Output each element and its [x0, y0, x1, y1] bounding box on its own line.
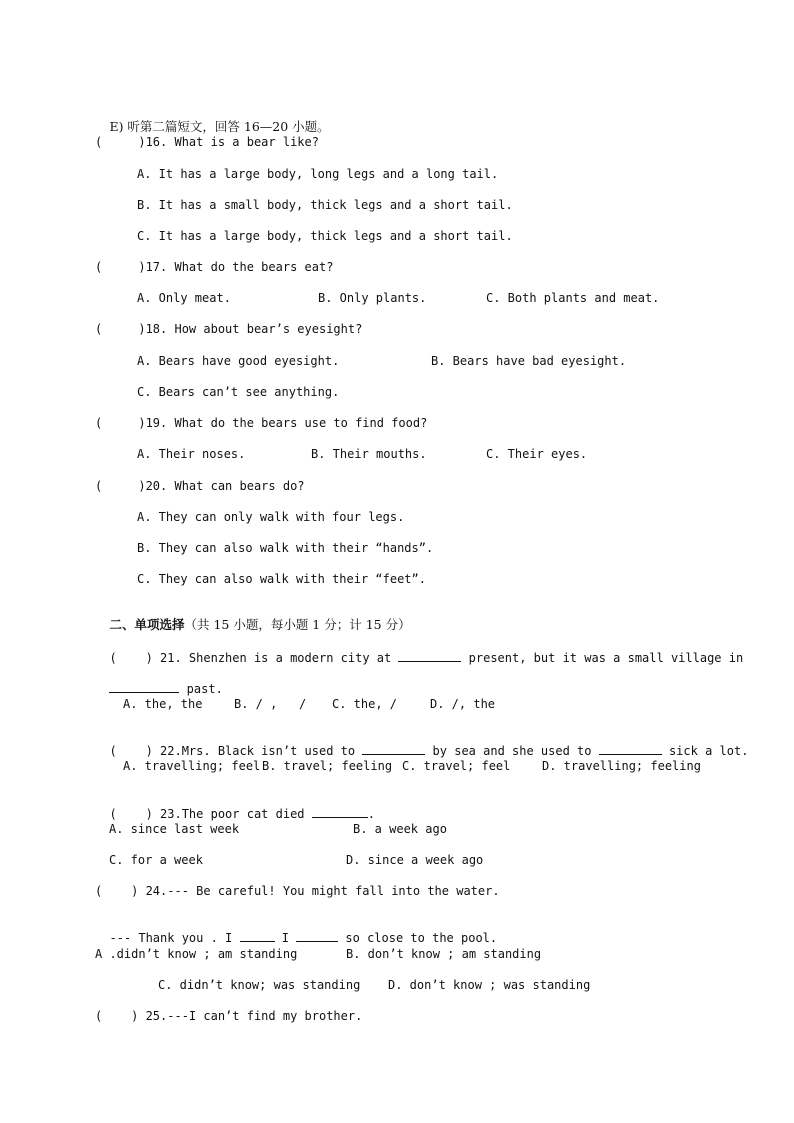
q19-option-c: C. Their eyes. — [486, 447, 588, 461]
q22-option-a: A. travelling; feel — [123, 759, 261, 773]
section-two-title: 二、单项选择 — [109, 617, 185, 632]
q22-blank-2 — [599, 743, 662, 755]
q21-option-d: D. /, the — [430, 697, 496, 711]
q17-option-a: A. Only meat. — [137, 291, 231, 305]
q18-option-c: C. Bears can’t see anything. — [137, 385, 340, 399]
q19-option-a: A. Their noses. — [137, 447, 246, 461]
q20-stem: ( )20. What can bears do? — [95, 479, 305, 493]
q17-stem: ( )17. What do the bears eat? — [95, 260, 334, 274]
q20-option-c: C. They can also walk with their “feet”. — [137, 572, 426, 586]
q21-option-b: B. / , / — [234, 697, 307, 711]
q16-option-a: A. It has a large body, long legs and a long tail. — [137, 167, 499, 181]
q24-option-d: D. don’t know ; was standing — [388, 978, 591, 992]
q23-option-b: B. a week ago — [353, 822, 447, 836]
q23-option-a: A. since last week — [109, 822, 240, 836]
q16-option-b: B. It has a small body, thick legs and a short tail. — [137, 198, 513, 212]
q21-blank-1 — [398, 650, 461, 662]
q22-stem: ( ) 22.Mrs. Black isn’t used to by sea and she used to sick a lot. — [109, 744, 749, 758]
q22-option-c: C. travel; feel — [402, 759, 511, 773]
q24-stem: ( ) 24.--- Be careful! You might fall into the water. — [95, 884, 500, 898]
q18-option-a: A. Bears have good eyesight. — [137, 354, 340, 368]
q21-blank-2 — [109, 681, 179, 693]
q22-option-b: B. travel; feeling — [262, 759, 393, 773]
q18-stem: ( )18. How about bear’s eyesight? — [95, 322, 363, 336]
q22-option-d: D. travelling; feeling — [542, 759, 701, 773]
q17-option-b: B. Only plants. — [318, 291, 427, 305]
q23-blank — [312, 806, 368, 818]
q21-stem: ( ) 21. Shenzhen is a modern city at present, but it was a small village in — [109, 651, 744, 665]
section-e-heading: E) 听第二篇短文，回答 16—20 小题。 — [109, 119, 330, 134]
q24-blank-1 — [240, 930, 275, 942]
q21-option-a: A. the, the — [123, 697, 203, 711]
q20-option-b: B. They can also walk with their “hands”. — [137, 541, 434, 555]
section-two-heading — [95, 601, 411, 633]
q24-reply: --- Thank you . I I so close to the pool. — [109, 931, 498, 945]
q22-blank-1 — [362, 743, 425, 755]
q21-option-c: C. the, / — [332, 697, 398, 711]
q19-stem: ( )19. What do the bears use to find food? — [95, 416, 428, 430]
q18-option-b: B. Bears have bad eyesight. — [431, 354, 627, 368]
q24-option-b: B. don’t know ; am standing — [346, 947, 542, 961]
q17-option-c: C. Both plants and meat. — [486, 291, 660, 305]
q16-stem: ( )16. What is a bear like? — [95, 135, 319, 149]
q20-option-a: A. They can only walk with four legs. — [137, 510, 405, 524]
q24-blank-2 — [296, 930, 338, 942]
q23-stem: ( ) 23.The poor cat died . — [109, 807, 375, 821]
q16-option-c: C. It has a large body, thick legs and a short tail. — [137, 229, 513, 243]
q25-stem: ( ) 25.---I can’t find my brother. — [95, 1009, 363, 1023]
q24-option-a: A .didn’t know ; am standing — [95, 947, 298, 961]
q24-option-c: C. didn’t know; was standing — [158, 978, 361, 992]
q21-stem-cont: past. — [95, 665, 223, 697]
section-two-score-note: （共 15 小题，每小题 1 分；计 15 分） — [184, 617, 411, 632]
q19-option-b: B. Their mouths. — [311, 447, 427, 461]
q23-option-d: D. since a week ago — [346, 853, 484, 867]
q23-option-c: C. for a week — [109, 853, 203, 867]
